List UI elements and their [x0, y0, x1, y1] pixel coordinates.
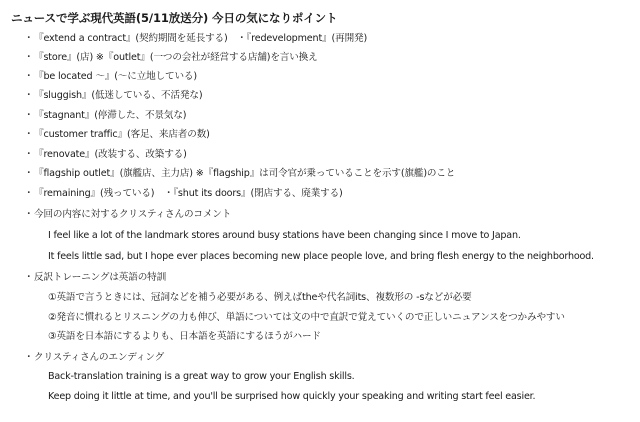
vocab-item — [24, 188, 343, 200]
vocab-text: 『be located ～』(～に立地している) — [34, 71, 197, 82]
bullet-mark: ・ — [24, 188, 34, 199]
vocab-text: 『customer traffic』(客足、来店者の数) — [34, 129, 210, 140]
ending-line: Back-translation training is a great way to grow your English skills. — [48, 371, 355, 382]
training-heading — [24, 272, 166, 284]
ending-heading-text: クリスティさんのエンディング — [34, 352, 165, 363]
bullet-mark: ・ — [24, 129, 34, 140]
vocab-item — [24, 168, 455, 180]
vocab-item — [24, 52, 318, 64]
bullet-mark: ・ — [24, 272, 34, 283]
vocab-text: 『extend a contract』(契約期間を延長する) ・『redevelopment』(再開発) — [34, 33, 368, 44]
vocab-text: 『remaining』(残っている) ・『shut its doors』(閉店する、廃業する) — [34, 188, 343, 199]
vocab-item — [24, 129, 210, 141]
training-point: ③英語を日本語にするよりも、日本語を英語にするほうがハード — [48, 331, 321, 342]
vocab-text: 『flagship outlet』(旗艦店、主力店) ※『flagship』は司令官が乗っていることを示す(旗艦)のこと — [34, 168, 456, 179]
vocab-text: 『renovate』(改装する、改築する) — [34, 149, 187, 160]
page-title: ニュースで学ぶ現代英語(5/11放送分) 今日の気になりポイント — [11, 11, 338, 25]
ending-line: Keep doing it little at time, and you'll be surprised how quickly your speaking and writing start feel easier. — [48, 391, 536, 402]
vocab-text: 『sluggish』(低迷している、不活発な) — [34, 90, 203, 101]
bullet-mark: ・ — [24, 209, 34, 220]
training-point: ①英語で言うときには、冠詞などを補う必要がある、例えばtheや代名詞its、複数形の -sなどが必要 — [48, 292, 472, 303]
vocab-item — [24, 149, 187, 161]
bullet-mark: ・ — [24, 168, 34, 179]
bullet-mark: ・ — [24, 90, 34, 101]
vocab-text: 『stagnant』(停滞した、不景気な) — [34, 110, 187, 121]
vocab-item — [24, 110, 186, 122]
bullet-mark: ・ — [24, 352, 34, 363]
comment-heading-text: 今回の内容に対するクリスティさんのコメント — [34, 209, 232, 220]
training-point: ②発音に慣れるとリスニングの力も伸び、単語については文の中で直訳で覚えていくので正しいニュアンスをつかみやすい — [48, 312, 565, 323]
comment-line: It feels little sad, but I hope ever places becoming new place people love, and bring flesh energy to the neighborhood. — [48, 251, 594, 262]
vocab-item — [24, 71, 197, 83]
vocab-text: 『store』(店) ※『outlet』(一つの会社が経営する店舗)を言い換え — [34, 52, 318, 63]
vocab-item — [24, 90, 202, 102]
comment-heading — [24, 209, 231, 221]
bullet-mark: ・ — [24, 110, 34, 121]
ending-heading — [24, 352, 164, 364]
bullet-mark: ・ — [24, 33, 34, 44]
bullet-mark: ・ — [24, 52, 34, 63]
bullet-mark: ・ — [24, 149, 34, 160]
comment-line: I feel like a lot of the landmark stores around busy stations have been changing since I move to Japan. — [48, 230, 521, 241]
vocab-item — [24, 33, 367, 45]
training-heading-text: 反訳トレーニングは英語の特訓 — [34, 272, 167, 283]
bullet-mark: ・ — [24, 71, 34, 82]
